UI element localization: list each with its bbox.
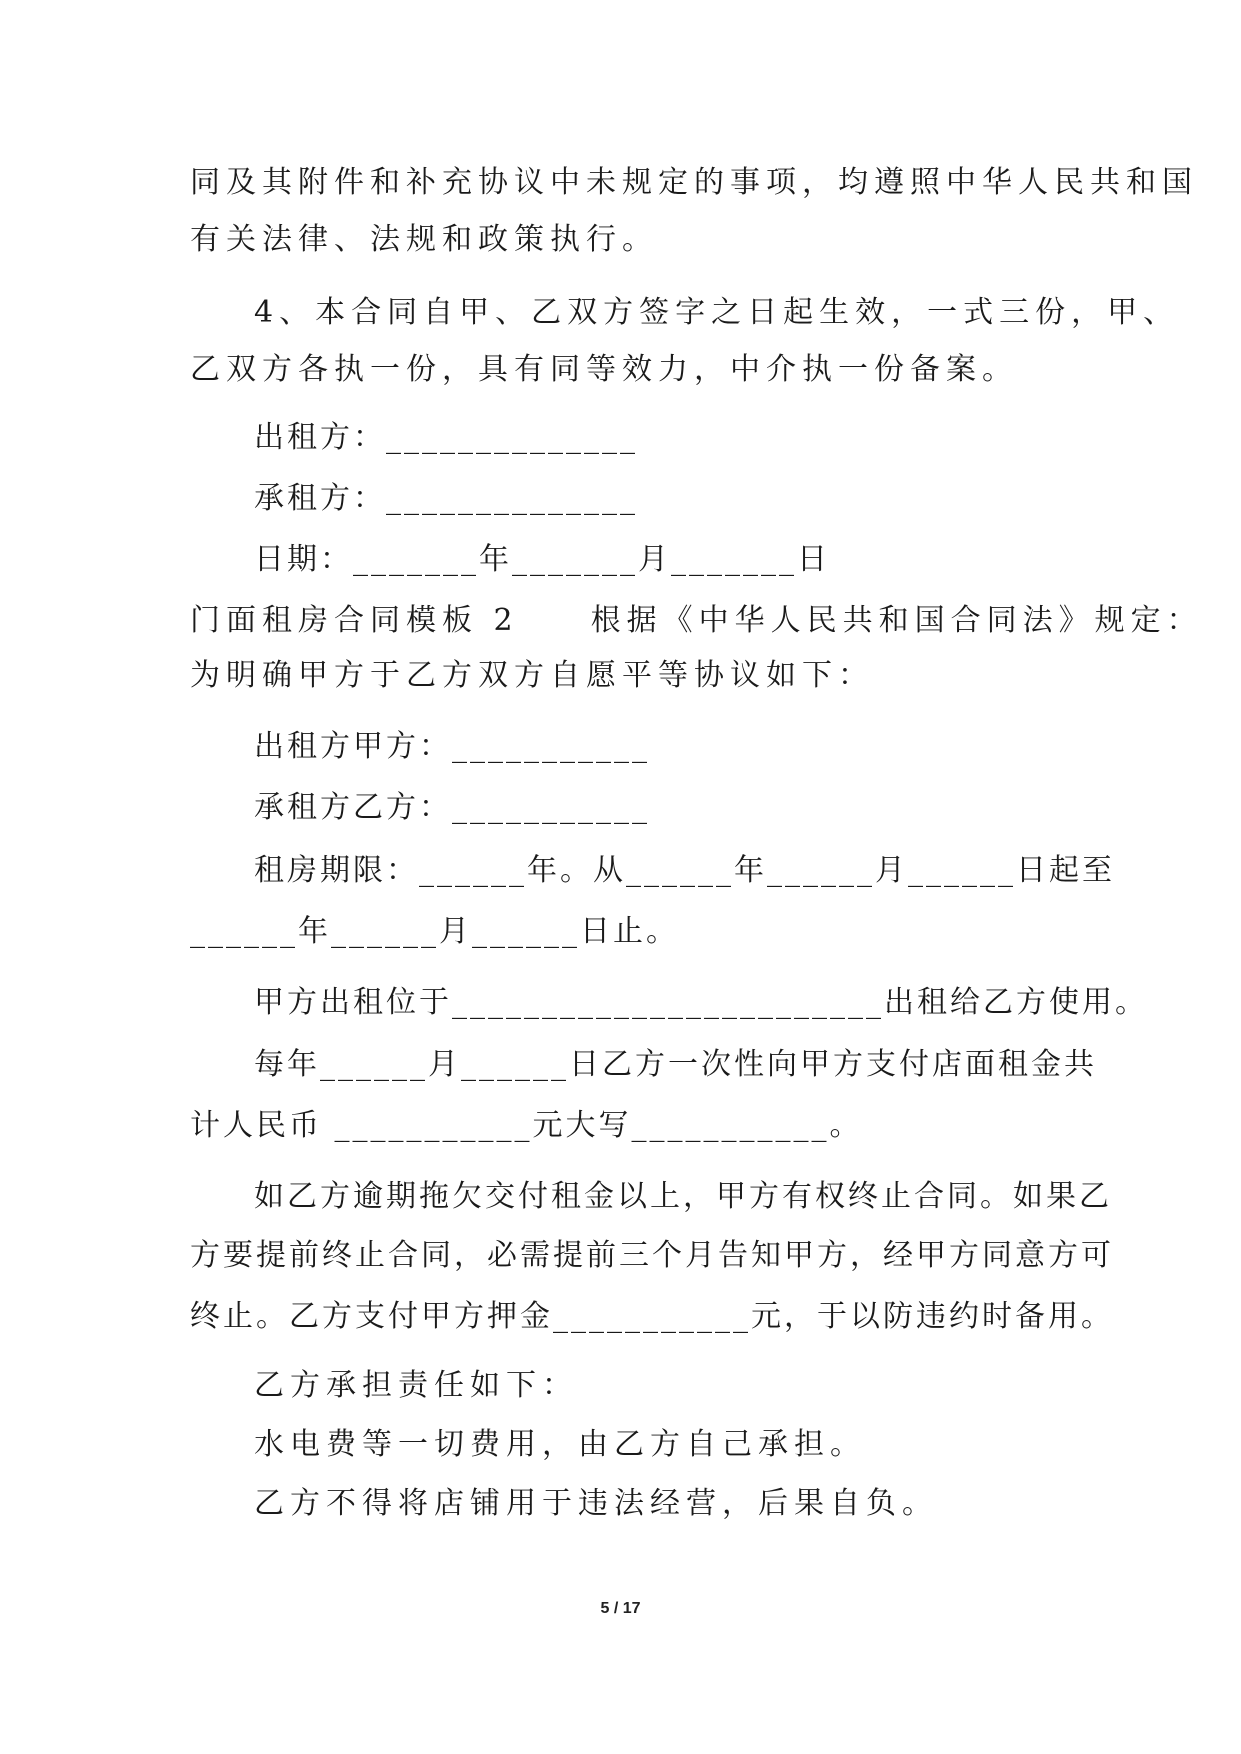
paragraph-line: 乙方承担责任如下：: [254, 1368, 578, 1403]
paragraph-line: 乙方不得将店铺用于违法经营，后果自负。: [254, 1486, 938, 1521]
paragraph-line: 为明确甲方于乙方双方自愿平等协议如下：: [190, 658, 874, 693]
deposit-line: 终止。乙方支付甲方押金___________元，于以防违约时备用。: [190, 1299, 1114, 1334]
paragraph-line: 水电费等一切费用，由乙方自己承担。: [254, 1427, 866, 1462]
lessor-signature-line: 出租方：______________: [254, 420, 638, 455]
premises-location-line: 甲方出租位于________________________出租给乙方使用。: [254, 985, 1148, 1020]
lessee-signature-line: 承租方：______________: [254, 481, 638, 516]
paragraph-line: 有关法律、法规和政策执行。: [190, 222, 658, 257]
page-number: 5 / 17: [600, 1600, 641, 1617]
paragraph-line: 同及其附件和补充协议中未规定的事项，均遵照中华人民共和国: [190, 165, 1198, 200]
paragraph-line: 4、本合同自甲、乙双方签字之日起生效，一式三份，甲、: [254, 295, 1180, 330]
lease-term-line: ______年______月______日止。: [190, 914, 679, 949]
paragraph-line: 乙双方各执一份，具有同等效力，中介执一份备案。: [190, 352, 1018, 387]
date-line: 日期：_______年_______月_______日: [254, 542, 830, 577]
paragraph-line: 方要提前终止合同，必需提前三个月告知甲方，经甲方同意方可: [190, 1238, 1114, 1273]
rent-amount-line: 计人民币 ___________元大写___________。: [190, 1108, 863, 1143]
section-heading: 门面租房合同模板 2 根据《中华人民共和国合同法》规定：: [190, 603, 1203, 638]
lessor-party-a-line: 出租方甲方：___________: [254, 729, 650, 764]
lease-term-line: 租房期限：______年。从______年______月______日起至: [254, 853, 1115, 888]
paragraph-line: 如乙方逾期拖欠交付租金以上，甲方有权终止合同。如果乙: [254, 1179, 1112, 1214]
rent-payment-line: 每年______月______日乙方一次性向甲方支付店面租金共: [254, 1047, 1097, 1082]
lessee-party-b-line: 承租方乙方：___________: [254, 790, 650, 825]
